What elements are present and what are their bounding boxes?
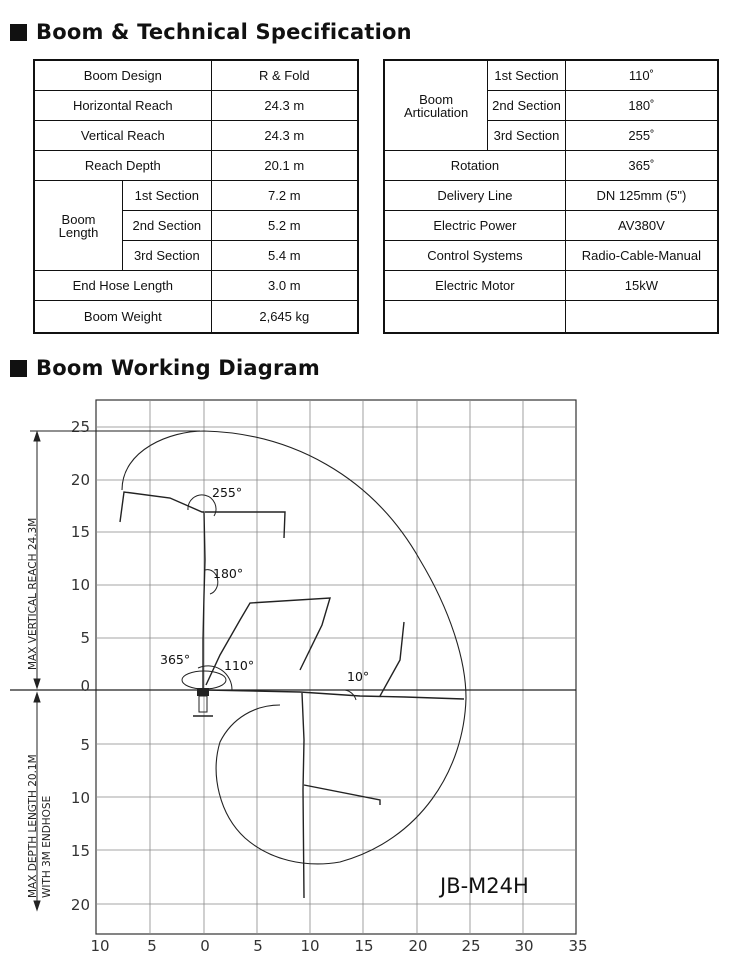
dimension-arrows [30, 431, 200, 910]
y-tick-label: 0 [80, 677, 90, 695]
y-tick-label: 10 [70, 789, 90, 807]
boom-length-section-1-value: 7.2 m [211, 181, 358, 211]
angle-label-180: 180° [213, 566, 244, 581]
articulation-section-3-label: 3rd Section [488, 121, 566, 151]
delivery-line-label: Delivery Line [384, 181, 565, 211]
spec-heading-text: Boom & Technical Specification [36, 20, 412, 44]
table-row [384, 211, 718, 241]
pedestal [193, 688, 213, 716]
boom-length-section-2-value: 5.2 m [211, 211, 358, 241]
table-row [384, 271, 718, 301]
spec-heading [10, 20, 412, 44]
y-tick-label: 5 [80, 629, 90, 647]
x-tick-label: 35 [568, 937, 588, 955]
table-row [384, 301, 718, 334]
control-systems-label: Control Systems [384, 241, 565, 271]
x-tick-label: 10 [90, 937, 110, 955]
y-tick-label: 25 [70, 418, 90, 436]
boom-length-section-2-label: 2nd Section [123, 211, 212, 241]
end-hose-length-value: 3.0 m [211, 271, 358, 301]
rotation-value: 365˚ [565, 151, 718, 181]
x-tick-label: 0 [200, 937, 210, 955]
table-row [34, 60, 358, 91]
max-vertical-reach-label: MAX VERTICAL REACH 24.3M [27, 517, 39, 670]
vertical-reach-label: Vertical Reach [34, 121, 211, 151]
table-row [384, 241, 718, 271]
table-row [34, 91, 358, 121]
electric-power-label: Electric Power [384, 211, 565, 241]
diagram-heading [10, 356, 320, 380]
boom-design-value: R & Fold [211, 60, 358, 91]
diagram-heading-text: Boom Working Diagram [36, 356, 320, 380]
reach-envelope [122, 431, 466, 864]
boom-weight-label: Boom Weight [34, 301, 211, 334]
vertical-reach-value: 24.3 m [211, 121, 358, 151]
square-bullet-icon [10, 360, 27, 377]
articulation-section-3-value: 255˚ [565, 121, 718, 151]
x-axis-labels [90, 937, 587, 955]
square-bullet-icon [10, 24, 27, 41]
reach-depth-value: 20.1 m [211, 151, 358, 181]
articulation-section-1-value: 110˚ [565, 60, 718, 91]
table-row [384, 60, 718, 91]
articulation-section-2-label: 2nd Section [488, 91, 566, 121]
articulation-section-2-value: 180˚ [565, 91, 718, 121]
x-tick-label: 20 [408, 937, 428, 955]
x-tick-label: 5 [147, 937, 157, 955]
boom-position-horizontal [206, 690, 464, 699]
x-tick-label: 5 [253, 937, 263, 955]
boom-articulation-label-text: Boom Articulation [403, 91, 469, 120]
reach-depth-label: Reach Depth [34, 151, 211, 181]
y-tick-label: 15 [70, 523, 90, 541]
boom-design-label: Boom Design [34, 60, 211, 91]
boom-length-section-1-label: 1st Section [123, 181, 212, 211]
y-tick-label: 20 [70, 471, 90, 489]
x-tick-label: 15 [354, 937, 374, 955]
boom-position-upright-tip [205, 512, 285, 538]
boom-position-downward [302, 693, 304, 898]
angle-label-110: 110° [224, 658, 255, 673]
empty-cell [565, 301, 718, 334]
boom-spec-table [33, 59, 359, 334]
table-row [34, 301, 358, 334]
empty-cell [384, 301, 565, 334]
y-tick-label: 10 [70, 576, 90, 594]
angle-label-255: 255° [212, 485, 243, 500]
table-row [384, 151, 718, 181]
boom-weight-value: 2,645 kg [211, 301, 358, 334]
electric-motor-value: 15kW [565, 271, 718, 301]
boom-length-label-text: Boom Length [58, 211, 99, 240]
boom-position-downward-arm [304, 785, 380, 805]
model-label: JB-M24H [440, 874, 529, 898]
end-hose-length-label: End Hose Length [34, 271, 211, 301]
y-tick-label: 15 [70, 842, 90, 860]
boom-positions [120, 492, 464, 898]
boom-length-section-3-label: 3rd Section [123, 241, 212, 271]
horizontal-reach-value: 24.3 m [211, 91, 358, 121]
max-depth-label-line-1: MAX DEPTH LENGTH 20.1M [27, 754, 39, 898]
electric-motor-label: Electric Motor [384, 271, 565, 301]
horizontal-reach-label: Horizontal Reach [34, 91, 211, 121]
boom-length-section-3-value: 5.4 m [211, 241, 358, 271]
control-systems-value: Radio-Cable-Manual [565, 241, 718, 271]
y-tick-label: 5 [80, 736, 90, 754]
table-row [34, 151, 358, 181]
grid-lines [96, 400, 576, 934]
delivery-line-value: DN 125mm (5") [565, 181, 718, 211]
max-depth-label-line-2: WITH 3M ENDHOSE [41, 795, 53, 898]
table-row [34, 121, 358, 151]
y-axis-labels [71, 418, 90, 914]
articulation-section-1-label: 1st Section [488, 60, 566, 91]
x-tick-label: 30 [514, 937, 534, 955]
electric-power-value: AV380V [565, 211, 718, 241]
rotation-label: Rotation [384, 151, 565, 181]
y-tick-label: 20 [70, 896, 90, 914]
table-row [384, 181, 718, 211]
boom-working-diagram [0, 390, 750, 976]
boom-articulation-label [384, 60, 488, 151]
angle-label-10: 10° [347, 669, 370, 684]
table-row [34, 271, 358, 301]
boom-length-label [34, 181, 123, 271]
angle-label-365: 365° [160, 652, 191, 667]
x-tick-label: 10 [300, 937, 320, 955]
table-row [34, 181, 358, 211]
technical-spec-table [383, 59, 719, 334]
x-tick-label: 25 [461, 937, 481, 955]
boom-position-horizontal-raised [380, 622, 404, 696]
angle-labels [160, 485, 369, 684]
